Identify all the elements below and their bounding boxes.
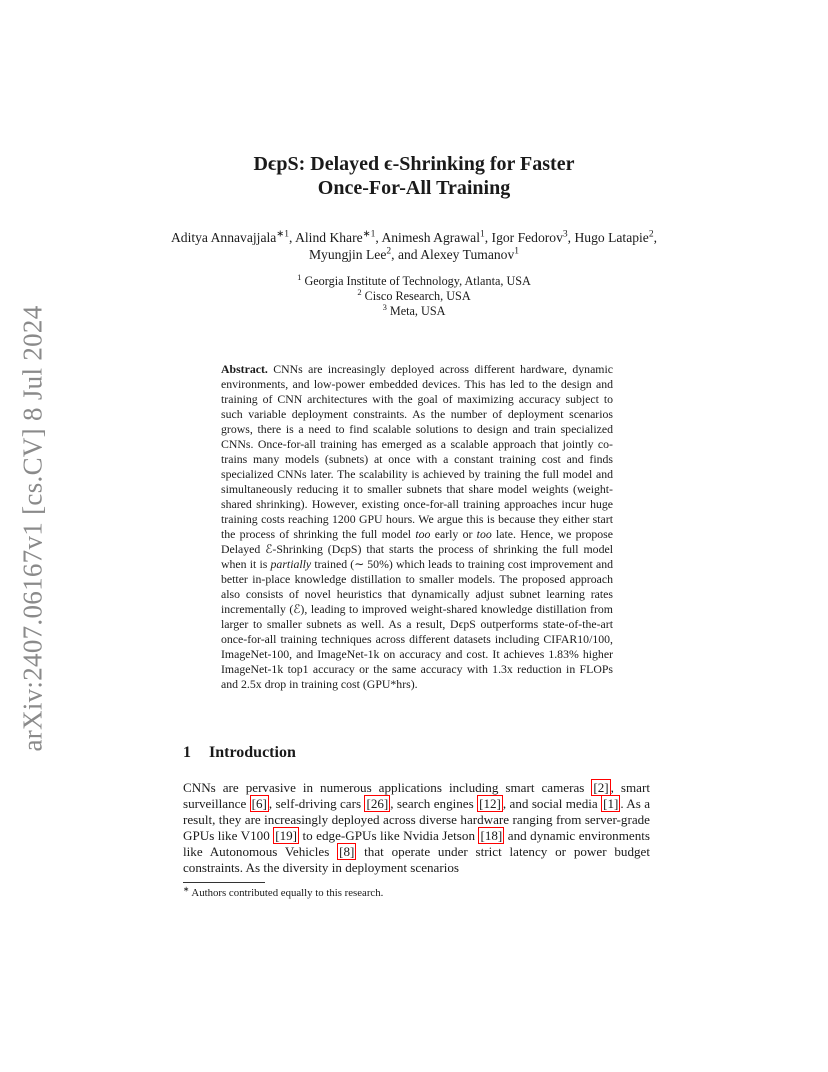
- author-separator: , and: [391, 247, 421, 262]
- paper-title: [160, 152, 668, 200]
- body-text: , and social media: [502, 796, 602, 811]
- affiliation-mark: 2: [357, 286, 362, 297]
- section-title: Introduction: [209, 744, 296, 761]
- affiliation-text: Georgia Institute of Technology, Atlanta, USA: [304, 274, 531, 288]
- abstract-text: early or: [430, 527, 477, 541]
- abstract-emphasis: too: [476, 527, 492, 541]
- author-separator: ,: [484, 230, 492, 245]
- abstract-emphasis: partially: [270, 557, 312, 571]
- footnote-text: Authors contributed equally to this research.: [189, 887, 384, 899]
- author-name: Animesh Agrawal: [381, 230, 480, 245]
- author-separator: ,: [375, 230, 382, 245]
- body-text: . As a result, they are increasingly deployed across diverse hardware ranging from server-grade GPUs like V100: [183, 796, 651, 843]
- author-separator: ,: [567, 230, 575, 245]
- citation-link[interactable]: [6]: [251, 796, 267, 811]
- affiliation-text: Meta, USA: [389, 304, 446, 318]
- footnote-divider: [183, 882, 265, 883]
- body-text: that operate under strict latency or power budget constraints. As the diversity in deployment scenarios: [183, 844, 650, 875]
- citation-link[interactable]: [12]: [479, 796, 501, 811]
- footnote: [183, 886, 653, 900]
- author-affil-mark: 3: [562, 229, 568, 240]
- author-affil-mark: 2: [648, 229, 654, 240]
- abstract-emphasis: too: [415, 527, 431, 541]
- author-name: Myungjin Lee: [308, 247, 387, 262]
- arxiv-identifier: arXiv:2407.06167v1 [cs.CV] 8 Jul 2024: [17, 304, 48, 752]
- author-affil-mark: ∗1: [276, 229, 290, 240]
- abstract-text: late. Hence, we propose Delayed ℰ-Shrinking (DϵpS) that starts the process of shrinking the full model when it is: [221, 527, 613, 571]
- affiliation-item: [200, 286, 628, 304]
- citation-link[interactable]: [2]: [593, 780, 609, 795]
- affiliation-item: [200, 271, 628, 289]
- affiliation-text: Cisco Research, USA: [364, 289, 471, 303]
- abstract-label: Abstract.: [221, 362, 268, 376]
- title-line-2: Once-For-All Training: [317, 177, 511, 199]
- author-affil-mark: 2: [386, 246, 392, 257]
- citation-link[interactable]: [1]: [603, 796, 619, 811]
- author-separator: ,: [289, 230, 296, 245]
- author-separator: ,: [653, 230, 658, 245]
- body-text: , search engines: [390, 796, 478, 811]
- body-text: , self-driving cars: [268, 796, 365, 811]
- author-list: [170, 229, 658, 263]
- affiliation-list: [200, 271, 628, 319]
- section-number: 1: [183, 744, 191, 761]
- footnote-mark: ∗: [183, 884, 190, 894]
- author-name: Alexey Tumanov: [420, 247, 515, 262]
- citation-link[interactable]: [18]: [480, 828, 503, 843]
- author-name: Alind Khare: [295, 230, 363, 245]
- body-text: CNNs are pervasive in numerous applications including smart cameras: [183, 780, 592, 795]
- citation-link[interactable]: [8]: [339, 844, 355, 859]
- author-name: Hugo Latapie: [574, 230, 649, 245]
- affiliation-item: [200, 301, 628, 319]
- affiliation-mark: 3: [382, 301, 387, 312]
- author-name: Igor Fedorov: [491, 230, 563, 245]
- affiliation-mark: 1: [297, 271, 302, 282]
- abstract: [221, 362, 613, 692]
- section-heading: [183, 743, 643, 763]
- author-affil-mark: ∗1: [362, 229, 376, 240]
- author-name: Aditya Annavajjala: [170, 230, 277, 245]
- author-affil-mark: 1: [479, 229, 485, 240]
- body-text: and dynamic environments like Autonomous Vehicles: [183, 828, 650, 859]
- author-affil-mark: 1: [514, 246, 520, 257]
- intro-paragraph: [183, 780, 650, 876]
- body-text: , smart surveillance: [183, 780, 650, 811]
- arxiv-side-stamp: [14, 302, 52, 754]
- abstract-text: trained (∼ 50%) which leads to training cost improvement and better in-place knowledge distillation to smaller models. The proposed approach also consists of novel heuristics that dynamically adjust subnet learning rates incrementally (ℰ), leading to improved weight-shared knowledge distillation from larger to smaller subnets as well. As a result, DϵpS outperforms state-of-the-art once-for-all training techniques across different datasets including CIFAR10/100, ImageNet-100, and ImageNet-1k on accuracy and cost. It achieves 1.83% higher ImageNet-1k top1 accuracy or the same accuracy with 1.3x reduction in FLOPs and 2.5x drop in training cost (GPU*hrs).: [221, 557, 613, 691]
- body-text: to edge-GPUs like Nvidia Jetson: [299, 828, 479, 843]
- citation-link[interactable]: [26]: [366, 796, 389, 811]
- citation-link[interactable]: [19]: [275, 828, 298, 843]
- title-line-1: DϵpS: Delayed ϵ-Shrinking for Faster: [253, 153, 575, 175]
- abstract-text: CNNs are increasingly deployed across different hardware, dynamic environments, and low-power embedded devices. This has led to the design and training of CNN architectures with the goal of maximizing accuracy subject to such variable deployment constraints. As the number of deployment scenarios grows, there is a need to find scalable solutions to design and train specialized CNNs. Once-for-all training has emerged as a scalable approach that jointly co-trains many models (subnets) at once with a constant training cost and finds specialized CNNs later. The scalability is achieved by training the full model and simultaneously reducing it to smaller subnets that share model weights (weight-shared shrinking). However, existing once-for-all training approaches incur huge training costs reaching 1200 GPU hours. We argue this is because they either start the process of shrinking the full model: [221, 362, 613, 541]
